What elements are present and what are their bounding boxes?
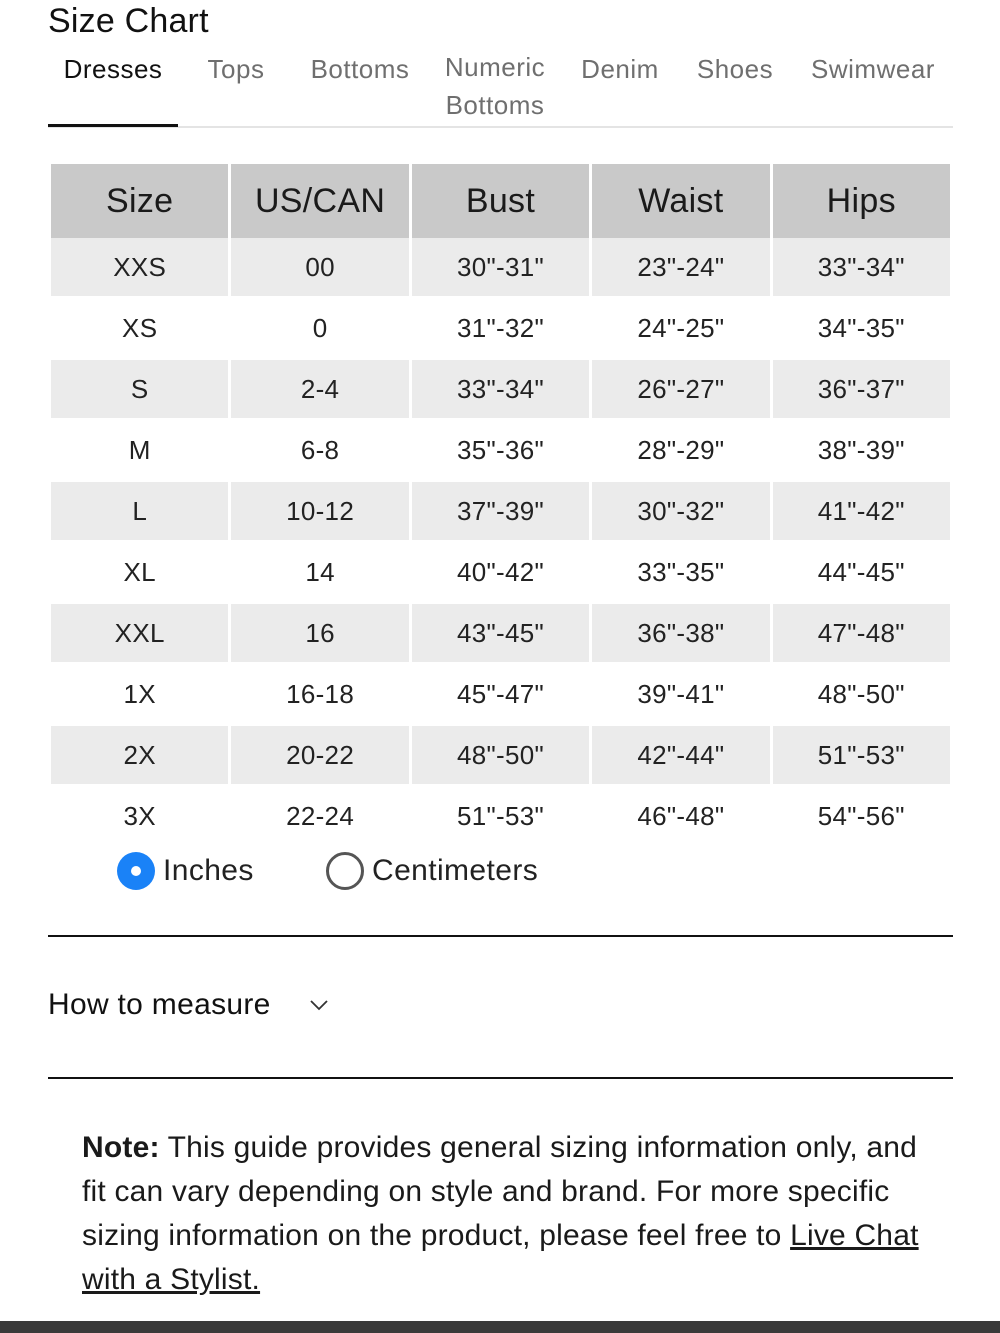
cell-us-can: 2-4 [231,360,408,418]
live-chat-link[interactable]: Live Chat with a Stylist. [82,1219,919,1296]
cell-bust: 43"-45" [412,604,589,662]
tab-numeric-bottoms[interactable] [438,48,552,124]
tab-label: Tops [207,54,265,84]
tab-bottoms[interactable] [303,50,417,88]
cell-size: L [51,482,228,540]
active-tab-indicator [48,124,178,127]
tab-label: Dresses [63,54,163,84]
cell-hips: 47"-48" [773,604,950,662]
tab-label: Shoes [696,54,774,84]
cell-us-can: 20-22 [231,726,408,784]
tab-swimwear[interactable] [806,50,940,88]
table-row [51,665,950,723]
divider [48,1077,953,1079]
radio-unchecked-icon[interactable] [326,852,364,890]
category-tabs [48,50,953,128]
cell-size: XXL [51,604,228,662]
unit-label: Centimeters [372,854,539,887]
cell-hips: 36"-37" [773,360,950,418]
cell-us-can: 10-12 [231,482,408,540]
tab-label: Numeric [444,52,546,82]
cell-us-can: 0 [231,299,408,357]
divider [48,935,953,937]
note-bold: Note: [82,1131,160,1164]
header-waist: Waist [592,164,769,238]
unit-option-centimeters[interactable] [326,852,538,890]
cell-bust: 33"-34" [412,360,589,418]
tab-label-line2: Bottoms [445,90,545,120]
cell-hips: 54"-56" [773,787,950,845]
cell-hips: 33"-34" [773,238,950,296]
cell-bust: 45"-47" [412,665,589,723]
page-title: Size Chart [48,2,209,40]
cell-size: 3X [51,787,228,845]
cell-size: 1X [51,665,228,723]
tab-label: Bottoms [310,54,410,84]
cell-size: XXS [51,238,228,296]
header-size: Size [51,164,228,238]
tab-dresses[interactable] [48,50,178,88]
cell-bust: 35"-36" [412,421,589,479]
cell-waist: 24"-25" [592,299,769,357]
cell-waist: 46"-48" [592,787,769,845]
size-table [48,164,953,845]
cell-size: S [51,360,228,418]
table-row [51,604,950,662]
table-row [51,360,950,418]
radio-checked-icon[interactable] [117,852,155,890]
cell-us-can: 6-8 [231,421,408,479]
note-text: This guide provides general sizing information only, and fit can vary depending on style and brand. For more specific sizing information on the product, please feel free to [82,1131,918,1252]
header-us-can: US/CAN [231,164,408,238]
cell-bust: 30"-31" [412,238,589,296]
cell-size: XL [51,543,228,601]
table-row [51,726,950,784]
cell-hips: 41"-42" [773,482,950,540]
cell-us-can: 14 [231,543,408,601]
cell-waist: 26"-27" [592,360,769,418]
cell-bust: 48"-50" [412,726,589,784]
note-paragraph [82,1126,922,1302]
table-body [51,238,950,845]
table-row [51,238,950,296]
chevron-down-icon [309,998,329,1012]
unit-selector [0,852,1000,900]
cell-bust: 51"-53" [412,787,589,845]
tab-label: Swimwear [811,54,935,84]
tab-shoes[interactable] [693,50,777,88]
table-row [51,482,950,540]
cell-waist: 33"-35" [592,543,769,601]
how-to-measure-label: How to measure [48,988,271,1021]
bottom-bar [0,1321,1000,1333]
table-header-row [51,164,950,238]
cell-size: M [51,421,228,479]
cell-size: 2X [51,726,228,784]
cell-hips: 51"-53" [773,726,950,784]
tab-denim[interactable] [576,50,664,88]
unit-label: Inches [163,854,254,887]
table-row [51,421,950,479]
cell-size: XS [51,299,228,357]
cell-us-can: 22-24 [231,787,408,845]
table-row [51,299,950,357]
cell-waist: 28"-29" [592,421,769,479]
unit-option-inches[interactable] [117,852,254,890]
cell-hips: 48"-50" [773,665,950,723]
cell-us-can: 16-18 [231,665,408,723]
header-bust: Bust [412,164,589,238]
cell-waist: 36"-38" [592,604,769,662]
header-hips: Hips [773,164,950,238]
cell-hips: 38"-39" [773,421,950,479]
cell-waist: 42"-44" [592,726,769,784]
cell-bust: 31"-32" [412,299,589,357]
table-row [51,787,950,845]
how-to-measure-toggle[interactable] [48,988,329,1022]
cell-us-can: 16 [231,604,408,662]
tab-label: Denim [581,54,659,84]
tab-tops[interactable] [198,50,274,88]
cell-waist: 23"-24" [592,238,769,296]
table-row [51,543,950,601]
cell-hips: 44"-45" [773,543,950,601]
cell-us-can: 00 [231,238,408,296]
cell-bust: 40"-42" [412,543,589,601]
cell-waist: 39"-41" [592,665,769,723]
cell-waist: 30"-32" [592,482,769,540]
cell-hips: 34"-35" [773,299,950,357]
cell-bust: 37"-39" [412,482,589,540]
